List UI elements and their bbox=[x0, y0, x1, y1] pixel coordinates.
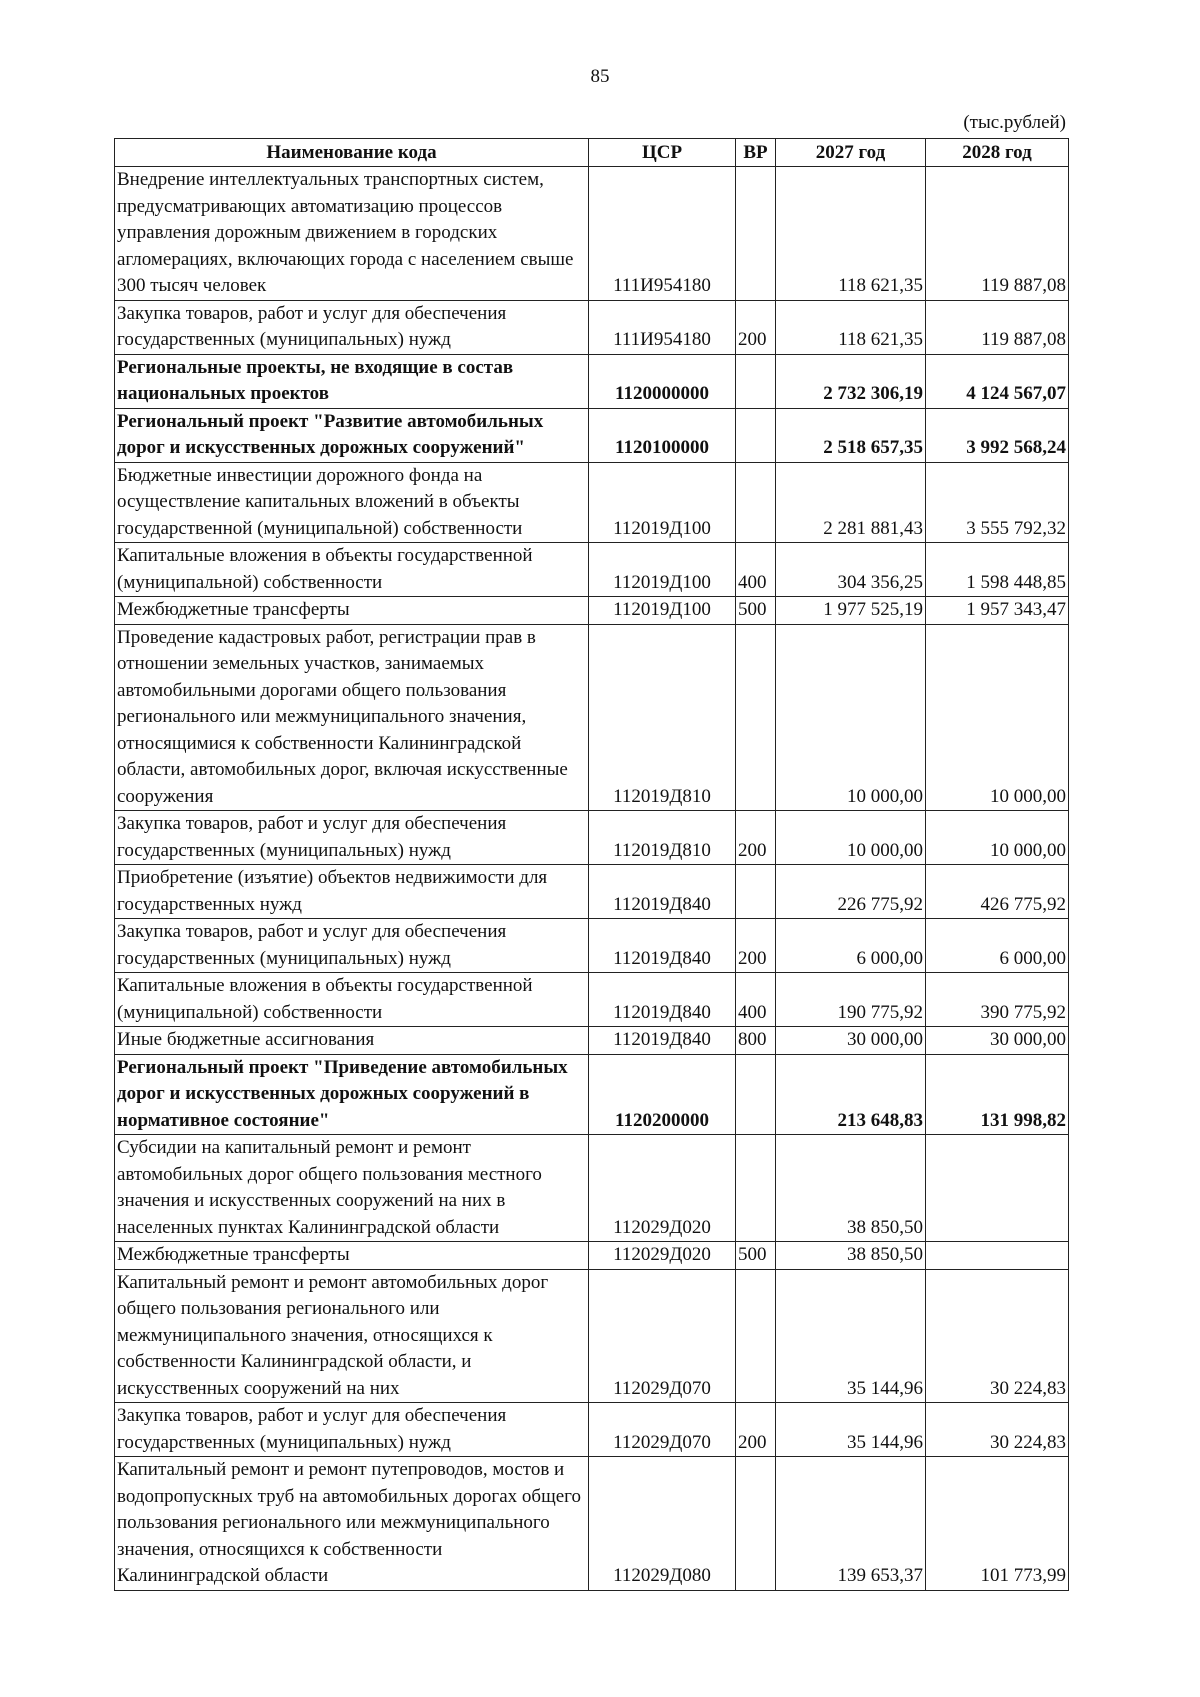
header-vr: ВР bbox=[736, 139, 776, 167]
row-csr: 112029Д020 bbox=[589, 1135, 736, 1242]
page-number: 85 bbox=[590, 66, 610, 87]
row-vr: 200 bbox=[736, 811, 776, 865]
table-row bbox=[115, 408, 1069, 462]
row-2028: 101 773,99 bbox=[926, 1457, 1069, 1591]
table-row bbox=[115, 1242, 1069, 1270]
row-2027: 139 653,37 bbox=[776, 1457, 926, 1591]
row-2028: 119 887,08 bbox=[926, 167, 1069, 301]
row-2027: 35 144,96 bbox=[776, 1269, 926, 1403]
row-csr: 112019Д840 bbox=[589, 865, 736, 919]
table-row bbox=[115, 1457, 1069, 1591]
row-2028: 3 555 792,32 bbox=[926, 462, 1069, 543]
row-vr: 400 bbox=[736, 973, 776, 1027]
row-2028: 4 124 567,07 bbox=[926, 354, 1069, 408]
table-row bbox=[115, 462, 1069, 543]
table-row bbox=[115, 354, 1069, 408]
row-vr: 200 bbox=[736, 1403, 776, 1457]
row-2027: 213 648,83 bbox=[776, 1054, 926, 1135]
row-csr: 111И954180 bbox=[589, 167, 736, 301]
row-vr: 500 bbox=[736, 597, 776, 625]
row-name: Внедрение интеллектуальных транспортных систем, предусматривающих автоматизацию процессов управления дорожным движением в городских агломерациях, включающих города с населением свыше 300 тысяч человек bbox=[115, 167, 589, 301]
row-name: Капитальный ремонт и ремонт автомобильных дорог общего пользования регионального или межмуниципального значения, относящихся к собственности Калининградской области, и искусственных сооружений на них bbox=[115, 1269, 589, 1403]
table-row bbox=[115, 543, 1069, 597]
row-name: Капитальные вложения в объекты государственной (муниципальной) собственности bbox=[115, 543, 589, 597]
row-name: Закупка товаров, работ и услуг для обеспечения государственных (муниципальных) нужд bbox=[115, 1403, 589, 1457]
row-name: Закупка товаров, работ и услуг для обеспечения государственных (муниципальных) нужд bbox=[115, 919, 589, 973]
row-name: Межбюджетные трансферты bbox=[115, 1242, 589, 1270]
row-2028: 119 887,08 bbox=[926, 300, 1069, 354]
row-vr: 200 bbox=[736, 300, 776, 354]
row-2028: 1 598 448,85 bbox=[926, 543, 1069, 597]
row-2027: 10 000,00 bbox=[776, 624, 926, 811]
table-row bbox=[115, 1027, 1069, 1055]
row-name: Приобретение (изъятие) объектов недвижимости для государственных нужд bbox=[115, 865, 589, 919]
row-2027: 30 000,00 bbox=[776, 1027, 926, 1055]
row-2027: 2 518 657,35 bbox=[776, 408, 926, 462]
table-row bbox=[115, 865, 1069, 919]
row-2027: 35 144,96 bbox=[776, 1403, 926, 1457]
row-2028: 390 775,92 bbox=[926, 973, 1069, 1027]
row-csr: 112019Д840 bbox=[589, 973, 736, 1027]
table-row bbox=[115, 811, 1069, 865]
row-name: Региональные проекты, не входящие в состав национальных проектов bbox=[115, 354, 589, 408]
row-csr: 112019Д810 bbox=[589, 811, 736, 865]
row-2027: 2 281 881,43 bbox=[776, 462, 926, 543]
row-vr bbox=[736, 1269, 776, 1403]
row-csr: 112029Д070 bbox=[589, 1269, 736, 1403]
table-row bbox=[115, 1054, 1069, 1135]
table-row bbox=[115, 973, 1069, 1027]
row-name: Межбюджетные трансферты bbox=[115, 597, 589, 625]
row-csr: 112019Д100 bbox=[589, 597, 736, 625]
row-vr bbox=[736, 624, 776, 811]
row-csr: 1120000000 bbox=[589, 354, 736, 408]
row-csr: 1120100000 bbox=[589, 408, 736, 462]
row-2027: 38 850,50 bbox=[776, 1242, 926, 1270]
row-2028: 30 224,83 bbox=[926, 1269, 1069, 1403]
table-row bbox=[115, 1269, 1069, 1403]
budget-table bbox=[114, 138, 1069, 1591]
row-vr bbox=[736, 1457, 776, 1591]
row-2028: 131 998,82 bbox=[926, 1054, 1069, 1135]
row-name: Закупка товаров, работ и услуг для обеспечения государственных (муниципальных) нужд bbox=[115, 300, 589, 354]
row-vr: 400 bbox=[736, 543, 776, 597]
units-label: (тыс.рублей) bbox=[963, 112, 1066, 133]
header-2027: 2027 год bbox=[776, 139, 926, 167]
row-2028: 30 224,83 bbox=[926, 1403, 1069, 1457]
row-name: Проведение кадастровых работ, регистрации прав в отношении земельных участков, занимаемых автомобильными дорогами общего пользования регионального или межмуниципального значения, относящимися к собственности Калининградской области, автомобильных дорог, включая искусственные сооружения bbox=[115, 624, 589, 811]
row-vr bbox=[736, 865, 776, 919]
table-row bbox=[115, 167, 1069, 301]
row-2028 bbox=[926, 1242, 1069, 1270]
row-vr bbox=[736, 354, 776, 408]
row-2027: 10 000,00 bbox=[776, 811, 926, 865]
row-csr: 111И954180 bbox=[589, 300, 736, 354]
row-2028: 30 000,00 bbox=[926, 1027, 1069, 1055]
row-csr: 112019Д840 bbox=[589, 919, 736, 973]
table-row bbox=[115, 919, 1069, 973]
row-2027: 1 977 525,19 bbox=[776, 597, 926, 625]
row-vr: 500 bbox=[736, 1242, 776, 1270]
row-vr bbox=[736, 1054, 776, 1135]
row-name: Бюджетные инвестиции дорожного фонда на осуществление капитальных вложений в объекты государственной (муниципальной) собственности bbox=[115, 462, 589, 543]
header-csr: ЦСР bbox=[589, 139, 736, 167]
row-csr: 112029Д020 bbox=[589, 1242, 736, 1270]
header-name: Наименование кода bbox=[115, 139, 589, 167]
table-row bbox=[115, 1403, 1069, 1457]
row-name: Иные бюджетные ассигнования bbox=[115, 1027, 589, 1055]
row-name: Субсидии на капитальный ремонт и ремонт автомобильных дорог общего пользования местного значения и искусственных сооружений на них в населенных пунктах Калининградской области bbox=[115, 1135, 589, 1242]
row-csr: 112029Д070 bbox=[589, 1403, 736, 1457]
row-vr: 200 bbox=[736, 919, 776, 973]
row-2027: 118 621,35 bbox=[776, 167, 926, 301]
row-csr: 1120200000 bbox=[589, 1054, 736, 1135]
row-2028: 1 957 343,47 bbox=[926, 597, 1069, 625]
table-row bbox=[115, 300, 1069, 354]
row-csr: 112019Д840 bbox=[589, 1027, 736, 1055]
row-vr: 800 bbox=[736, 1027, 776, 1055]
row-vr bbox=[736, 462, 776, 543]
header-2028: 2028 год bbox=[926, 139, 1069, 167]
row-name: Капитальный ремонт и ремонт путепроводов, мостов и водопропускных труб на автомобильных дорогах общего пользования регионального или межмуниципального значения, относящихся к собственности Калининградской области bbox=[115, 1457, 589, 1591]
row-vr bbox=[736, 408, 776, 462]
row-2027: 190 775,92 bbox=[776, 973, 926, 1027]
row-2028: 426 775,92 bbox=[926, 865, 1069, 919]
row-2028: 10 000,00 bbox=[926, 811, 1069, 865]
row-2027: 2 732 306,19 bbox=[776, 354, 926, 408]
row-2028: 3 992 568,24 bbox=[926, 408, 1069, 462]
row-2028: 6 000,00 bbox=[926, 919, 1069, 973]
row-2027: 226 775,92 bbox=[776, 865, 926, 919]
row-name: Закупка товаров, работ и услуг для обеспечения государственных (муниципальных) нужд bbox=[115, 811, 589, 865]
row-2028 bbox=[926, 1135, 1069, 1242]
row-vr bbox=[736, 1135, 776, 1242]
table-row bbox=[115, 597, 1069, 625]
row-2027: 304 356,25 bbox=[776, 543, 926, 597]
table-row bbox=[115, 624, 1069, 811]
row-2027: 6 000,00 bbox=[776, 919, 926, 973]
row-2027: 118 621,35 bbox=[776, 300, 926, 354]
row-vr bbox=[736, 167, 776, 301]
row-csr: 112019Д100 bbox=[589, 462, 736, 543]
table-header-row bbox=[115, 139, 1069, 167]
row-name: Капитальные вложения в объекты государственной (муниципальной) собственности bbox=[115, 973, 589, 1027]
row-csr: 112029Д080 bbox=[589, 1457, 736, 1591]
row-csr: 112019Д810 bbox=[589, 624, 736, 811]
table-row bbox=[115, 1135, 1069, 1242]
row-name: Региональный проект "Приведение автомобильных дорог и искусственных дорожных сооружений в нормативное состояние" bbox=[115, 1054, 589, 1135]
row-2028: 10 000,00 bbox=[926, 624, 1069, 811]
row-name: Региональный проект "Развитие автомобильных дорог и искусственных дорожных сооружений" bbox=[115, 408, 589, 462]
row-csr: 112019Д100 bbox=[589, 543, 736, 597]
row-2027: 38 850,50 bbox=[776, 1135, 926, 1242]
